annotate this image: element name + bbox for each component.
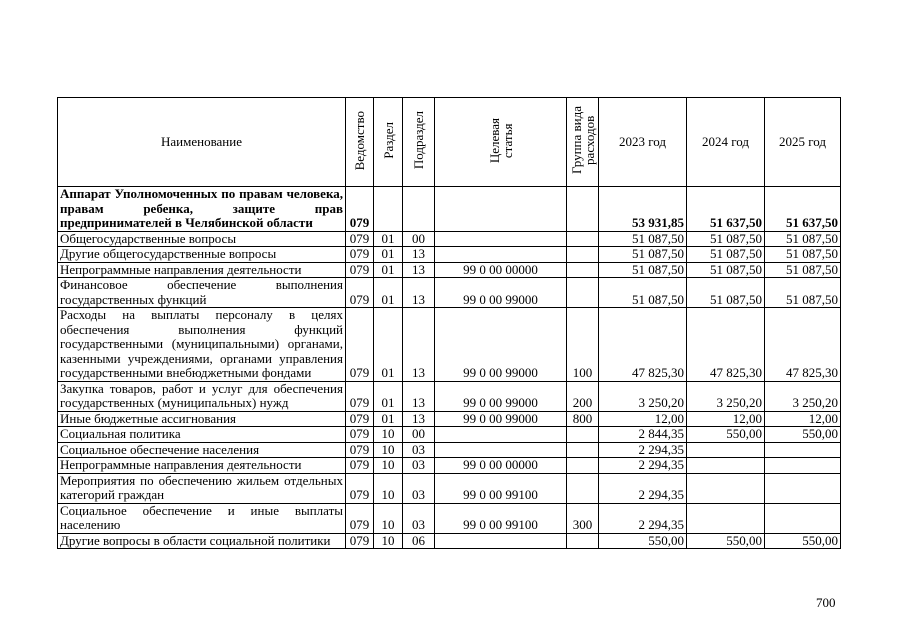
header-2023: 2023 год — [599, 98, 687, 187]
cell-gruppa — [567, 262, 599, 278]
cell-podrazdel — [403, 187, 435, 232]
cell-statia — [435, 427, 567, 443]
cell-vedomstvo: 079 — [346, 308, 374, 382]
cell-2023: 51 087,50 — [599, 262, 687, 278]
cell-name: Аппарат Уполномоченных по правам человека, правам ребенка, защите прав предпринимателей в Челябинской области — [58, 187, 346, 232]
cell-podrazdel: 00 — [403, 427, 435, 443]
cell-2023: 53 931,85 — [599, 187, 687, 232]
page-number: 700 — [816, 595, 836, 610]
cell-statia — [435, 442, 567, 458]
cell-razdel: 01 — [374, 278, 403, 308]
cell-2024: 51 087,50 — [687, 262, 765, 278]
cell-vedomstvo: 079 — [346, 278, 374, 308]
cell-gruppa: 800 — [567, 411, 599, 427]
cell-2024: 550,00 — [687, 427, 765, 443]
cell-statia — [435, 247, 567, 263]
cell-name: Социальное обеспечение населения — [58, 442, 346, 458]
cell-2024 — [687, 442, 765, 458]
header-vedomstvo: Ведомство — [346, 98, 374, 187]
cell-statia: 99 0 00 99100 — [435, 473, 567, 503]
cell-2023: 2 844,35 — [599, 427, 687, 443]
cell-2023: 2 294,35 — [599, 458, 687, 474]
table-row — [58, 442, 841, 458]
cell-2025: 12,00 — [765, 411, 841, 427]
table-row — [58, 473, 841, 503]
table-row — [58, 458, 841, 474]
cell-name: Мероприятия по обеспечению жильем отдельных категорий граждан — [58, 473, 346, 503]
cell-vedomstvo: 079 — [346, 231, 374, 247]
cell-podrazdel: 03 — [403, 458, 435, 474]
cell-2024: 550,00 — [687, 533, 765, 549]
table-body — [58, 187, 841, 549]
cell-gruppa — [567, 247, 599, 263]
cell-razdel — [374, 187, 403, 232]
cell-statia — [435, 231, 567, 247]
cell-2025 — [765, 503, 841, 533]
cell-2024 — [687, 458, 765, 474]
cell-name: Непрограммные направления деятельности — [58, 262, 346, 278]
cell-statia: 99 0 00 99100 — [435, 503, 567, 533]
cell-2023: 51 087,50 — [599, 231, 687, 247]
cell-2025 — [765, 442, 841, 458]
table-row — [58, 231, 841, 247]
cell-2024: 12,00 — [687, 411, 765, 427]
cell-2024: 51 087,50 — [687, 247, 765, 263]
cell-razdel: 10 — [374, 503, 403, 533]
cell-gruppa — [567, 187, 599, 232]
cell-podrazdel: 00 — [403, 231, 435, 247]
cell-2025: 51 087,50 — [765, 247, 841, 263]
cell-gruppa — [567, 473, 599, 503]
cell-2025: 550,00 — [765, 533, 841, 549]
cell-razdel: 01 — [374, 231, 403, 247]
cell-2024: 51 087,50 — [687, 231, 765, 247]
cell-vedomstvo: 079 — [346, 533, 374, 549]
cell-name: Другие общегосударственные вопросы — [58, 247, 346, 263]
header-statia: Целевая статья — [435, 98, 567, 187]
cell-vedomstvo: 079 — [346, 262, 374, 278]
table-row — [58, 262, 841, 278]
cell-statia: 99 0 00 99000 — [435, 308, 567, 382]
cell-statia: 99 0 00 00000 — [435, 262, 567, 278]
cell-gruppa — [567, 231, 599, 247]
cell-statia: 99 0 00 99000 — [435, 411, 567, 427]
cell-razdel: 01 — [374, 308, 403, 382]
cell-name: Социальная политика — [58, 427, 346, 443]
cell-vedomstvo: 079 — [346, 247, 374, 263]
cell-2025: 51 087,50 — [765, 262, 841, 278]
budget-table — [57, 97, 841, 549]
table-row — [58, 308, 841, 382]
cell-name: Закупка товаров, работ и услуг для обеспечения государственных (муниципальных) нужд — [58, 381, 346, 411]
cell-statia: 99 0 00 99000 — [435, 278, 567, 308]
cell-2023: 2 294,35 — [599, 473, 687, 503]
cell-name: Расходы на выплаты персоналу в целях обеспечения выполнения функций государственными (муниципальными) органами, казенными учреждениями, органами управления государственными внебюджетными фондами — [58, 308, 346, 382]
table-row — [58, 411, 841, 427]
cell-name: Иные бюджетные ассигнования — [58, 411, 346, 427]
table-row — [58, 427, 841, 443]
cell-2023: 51 087,50 — [599, 278, 687, 308]
cell-name: Непрограммные направления деятельности — [58, 458, 346, 474]
cell-2024 — [687, 503, 765, 533]
cell-vedomstvo: 079 — [346, 503, 374, 533]
cell-2024: 47 825,30 — [687, 308, 765, 382]
cell-razdel: 10 — [374, 533, 403, 549]
table-row — [58, 187, 841, 232]
table-row — [58, 503, 841, 533]
cell-vedomstvo: 079 — [346, 411, 374, 427]
cell-name: Другие вопросы в области социальной политики — [58, 533, 346, 549]
cell-gruppa — [567, 278, 599, 308]
cell-2023: 12,00 — [599, 411, 687, 427]
budget-table-container — [57, 97, 840, 549]
cell-statia — [435, 533, 567, 549]
cell-statia: 99 0 00 99000 — [435, 381, 567, 411]
cell-razdel: 01 — [374, 247, 403, 263]
cell-razdel: 10 — [374, 442, 403, 458]
cell-statia — [435, 187, 567, 232]
cell-2025: 51 087,50 — [765, 278, 841, 308]
cell-2025: 47 825,30 — [765, 308, 841, 382]
cell-statia: 99 0 00 00000 — [435, 458, 567, 474]
cell-gruppa — [567, 442, 599, 458]
cell-vedomstvo: 079 — [346, 381, 374, 411]
cell-name: Социальное обеспечение и иные выплаты населению — [58, 503, 346, 533]
cell-vedomstvo: 079 — [346, 427, 374, 443]
cell-gruppa: 300 — [567, 503, 599, 533]
header-razdel: Раздел — [374, 98, 403, 187]
cell-2023: 550,00 — [599, 533, 687, 549]
cell-2024: 3 250,20 — [687, 381, 765, 411]
cell-2025: 3 250,20 — [765, 381, 841, 411]
cell-podrazdel: 13 — [403, 381, 435, 411]
header-name: Наименование — [58, 98, 346, 187]
cell-name: Общегосударственные вопросы — [58, 231, 346, 247]
cell-podrazdel: 13 — [403, 308, 435, 382]
table-header-row — [58, 98, 841, 187]
cell-razdel: 10 — [374, 473, 403, 503]
cell-2024 — [687, 473, 765, 503]
header-gruppa: Группа вида расходов — [567, 98, 599, 187]
cell-vedomstvo: 079 — [346, 473, 374, 503]
cell-podrazdel: 13 — [403, 278, 435, 308]
cell-razdel: 01 — [374, 262, 403, 278]
cell-2025: 550,00 — [765, 427, 841, 443]
cell-gruppa — [567, 458, 599, 474]
cell-podrazdel: 13 — [403, 411, 435, 427]
cell-2025: 51 087,50 — [765, 231, 841, 247]
cell-2023: 51 087,50 — [599, 247, 687, 263]
cell-2024: 51 637,50 — [687, 187, 765, 232]
cell-razdel: 01 — [374, 381, 403, 411]
cell-vedomstvo: 079 — [346, 458, 374, 474]
header-podrazdel: Подраздел — [403, 98, 435, 187]
cell-2023: 2 294,35 — [599, 503, 687, 533]
header-2024: 2024 год — [687, 98, 765, 187]
cell-gruppa: 100 — [567, 308, 599, 382]
cell-2023: 47 825,30 — [599, 308, 687, 382]
cell-razdel: 10 — [374, 458, 403, 474]
cell-2023: 2 294,35 — [599, 442, 687, 458]
cell-gruppa — [567, 427, 599, 443]
cell-2025 — [765, 473, 841, 503]
cell-podrazdel: 13 — [403, 262, 435, 278]
cell-gruppa — [567, 533, 599, 549]
cell-podrazdel: 13 — [403, 247, 435, 263]
cell-gruppa: 200 — [567, 381, 599, 411]
cell-vedomstvo: 079 — [346, 442, 374, 458]
cell-2023: 3 250,20 — [599, 381, 687, 411]
table-row — [58, 278, 841, 308]
cell-podrazdel: 03 — [403, 442, 435, 458]
header-2025: 2025 год — [765, 98, 841, 187]
table-row — [58, 381, 841, 411]
cell-2025: 51 637,50 — [765, 187, 841, 232]
cell-razdel: 01 — [374, 411, 403, 427]
cell-2025 — [765, 458, 841, 474]
cell-name: Финансовое обеспечение выполнения государственных функций — [58, 278, 346, 308]
cell-podrazdel: 03 — [403, 503, 435, 533]
table-row — [58, 247, 841, 263]
cell-podrazdel: 06 — [403, 533, 435, 549]
cell-razdel: 10 — [374, 427, 403, 443]
cell-podrazdel: 03 — [403, 473, 435, 503]
cell-vedomstvo: 079 — [346, 187, 374, 232]
table-row — [58, 533, 841, 549]
cell-2024: 51 087,50 — [687, 278, 765, 308]
